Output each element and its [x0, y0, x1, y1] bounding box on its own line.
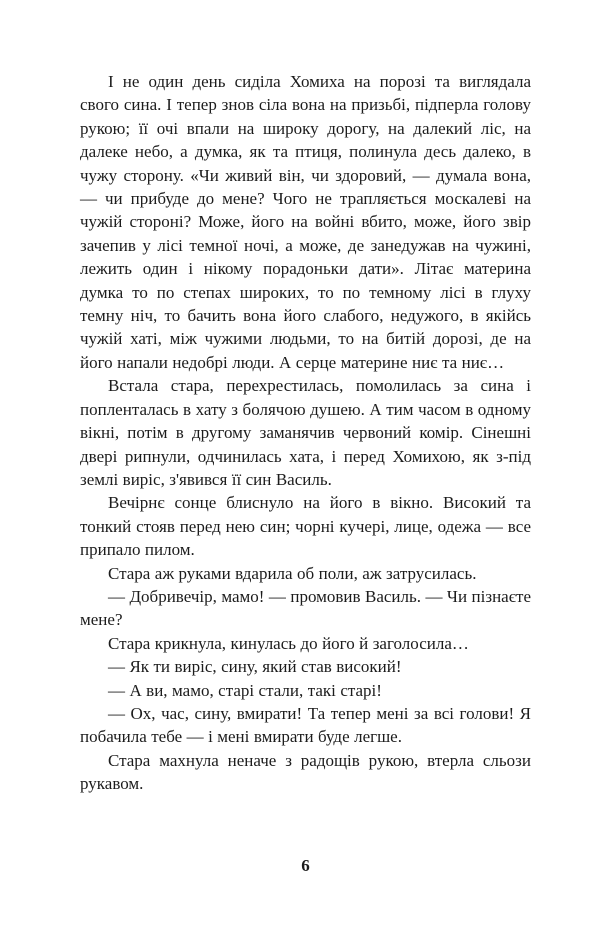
- paragraph: Стара аж руками вдарила об поли, аж затрусилась.: [108, 563, 477, 583]
- dialogue-line: — Як ти виріс, сину, який став високий!: [108, 657, 402, 677]
- dialogue-line: — А ви, мамо, старі стали, такі старі!: [108, 680, 382, 700]
- paragraph: Стара крикнула, кинулась до його й заголосила…: [108, 633, 469, 653]
- paragraph: Встала стара, перехрестилась, помолилась за сина і попленталась в хату з болячою душею. А тим часом в одному вікні, потім в другому заманячив червоний комір. Сінешні двері рипнули, одчинилась хата, і перед Хомихою, як з-під землі виріс, з'явився її син Василь.: [80, 376, 531, 489]
- paragraph: І не один день сиділа Хомиха на порозі та виглядала свого сина. І тепер знов сіла вона на призьбі, підперла голову рукою; її очі впали на широку дорогу, на далекий ліс, на далеке небо, а думка, як та птиця, полинула десь далеко, в чужу сторону. «Чи живий він, чи здоровий, — думала вона, — чи прибуде до мене? Чого не трапляється москалеві на чужій стороні? Може, його на войні вбито, може, його звір зачепив у лісі темної ночі, а може, де занедужав на чужині, лежить один і нікому порадоньки дати». Літає материна думка то по степах широких, то по темному лісі в глуху темну ніч, то бачить вона його слабого, недужого, в якійсь чужій хаті, між чужими людьми, то на битій дорозі, де на його напали недобрі люди. А серце материне ниє та ниє…: [80, 72, 531, 372]
- paragraph: Стара махнула неначе з радощів рукою, втерла сльози рукавом.: [80, 750, 531, 794]
- page-number: 6: [301, 856, 310, 875]
- paragraph: Вечірнє сонце блиснуло на його в вікно. Високий та тонкий стояв перед нею син; чорні кучері, лице, одежа — все припало пилом.: [80, 493, 531, 560]
- text-block: [80, 70, 531, 796]
- dialogue-line: — Добривечір, мамо! — промовив Василь. — Чи пізнаєте мене?: [80, 586, 531, 630]
- dialogue-line: — Ох, час, сину, вмирати! Та тепер мені за всі голови! Я побачила тебе — і мені вмирати буде легше.: [80, 703, 531, 747]
